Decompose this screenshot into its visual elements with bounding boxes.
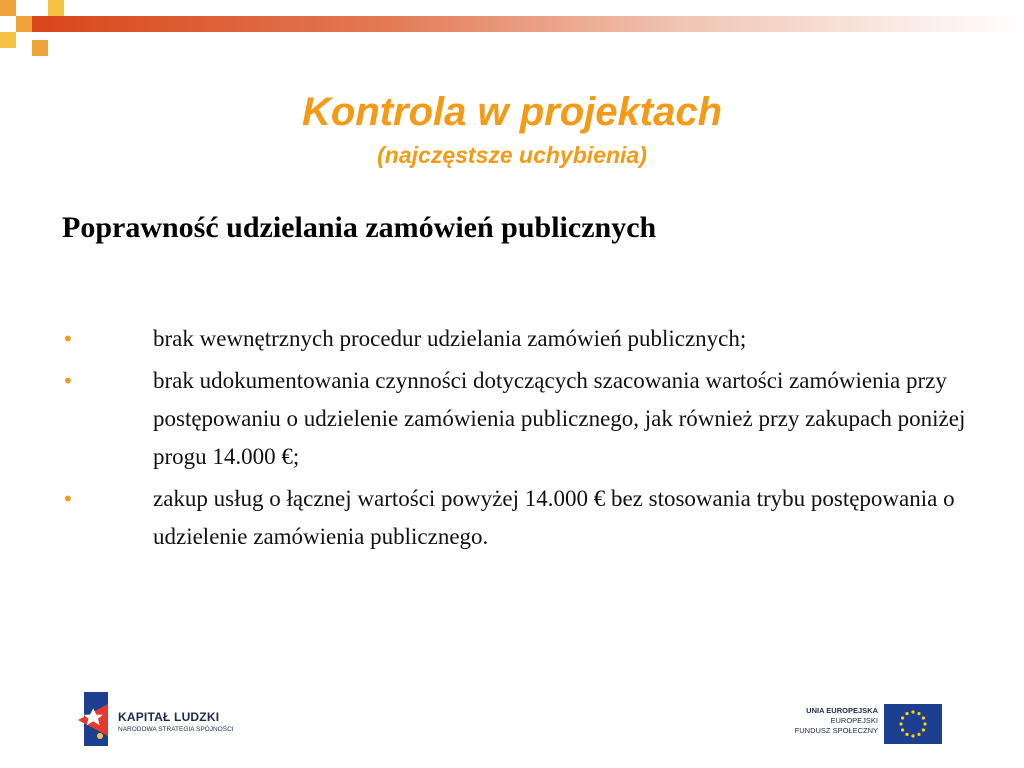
deco-square bbox=[0, 32, 16, 48]
slide-title: Kontrola w projektach bbox=[301, 90, 723, 134]
eu-flag-icon bbox=[884, 704, 942, 744]
list-item bbox=[62, 320, 982, 358]
eu-name: UNIA EUROPEJSKA bbox=[806, 706, 878, 715]
deco-square bbox=[32, 16, 48, 32]
bullet-list bbox=[62, 320, 982, 560]
list-item bbox=[62, 362, 982, 476]
deco-square bbox=[0, 0, 16, 16]
kapital-ludzki-name: KAPITAŁ LUDZKI bbox=[118, 710, 220, 724]
section-heading: Poprawność udzielania zamówień publicznych bbox=[62, 211, 657, 244]
top-decoration bbox=[0, 0, 1024, 60]
slide-subtitle: (najczęstsze uchybienia) bbox=[377, 142, 647, 168]
bullet-icon: • bbox=[62, 487, 74, 511]
deco-square bbox=[32, 40, 48, 56]
bullet-icon: • bbox=[62, 327, 74, 351]
eu-fund-logo bbox=[790, 700, 950, 748]
eu-fund-line: EUROPEJSKI bbox=[830, 716, 878, 725]
deco-square bbox=[48, 0, 64, 16]
list-item-text: zakup usług o łącznej wartości powyżej 14.000 € bez stosowania trybu postępowania o udzielenie zamówienia publicznego. bbox=[153, 486, 955, 549]
kapital-ludzki-logo bbox=[78, 692, 278, 748]
header-gradient-bar bbox=[48, 16, 1024, 32]
kapital-ludzki-emblem-icon bbox=[78, 692, 112, 748]
list-item bbox=[62, 480, 982, 556]
list-item-text: brak wewnętrznych procedur udzielania zamówień publicznych; bbox=[153, 326, 747, 351]
bullet-icon: • bbox=[62, 369, 74, 393]
list-item-text: brak udokumentowania czynności dotyczących szacowania wartości zamówienia przy postępowaniu o udzielenie zamówienia publicznego, jak również przy zakupach poniżej progu 14.000 €; bbox=[153, 368, 966, 469]
eu-fund-line: FUNDUSZ SPOŁECZNY bbox=[794, 726, 878, 735]
deco-square bbox=[16, 16, 32, 32]
kapital-ludzki-tagline: NARODOWA STRATEGIA SPÓJNOŚCI bbox=[118, 726, 234, 733]
